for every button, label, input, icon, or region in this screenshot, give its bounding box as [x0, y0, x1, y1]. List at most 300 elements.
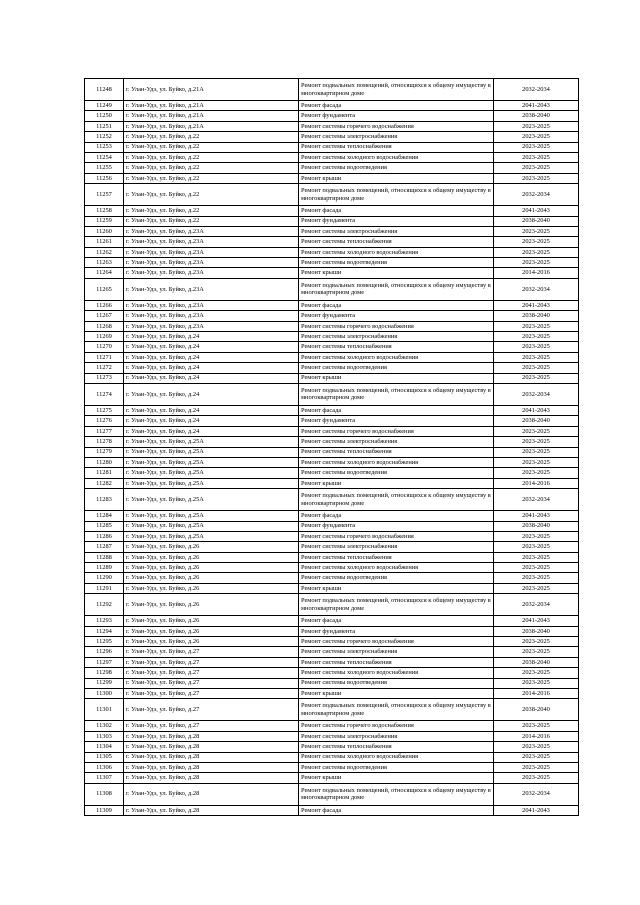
row-number: 11282 — [85, 478, 124, 488]
address-cell: г. Улан-Удэ, ул. Буйко, д.27 — [124, 678, 299, 688]
work-type-cell: Ремонт подвальных помещений, относящихся к общему имуществу в многоквартирном доме — [299, 489, 494, 511]
work-type-cell: Ремонт подвальных помещений, относящихся к общему имуществу в многоквартирном доме — [299, 699, 494, 721]
row-number: 11262 — [85, 247, 124, 257]
table-row — [85, 762, 579, 772]
period-cell: 2023-2025 — [494, 121, 579, 131]
table-row — [85, 163, 579, 173]
table-row — [85, 111, 579, 121]
table-row — [85, 626, 579, 636]
address-cell: г. Улан-Удэ, ул. Буйко, д.25А — [124, 447, 299, 457]
address-cell: г. Улан-Удэ, ул. Буйко, д.24 — [124, 426, 299, 436]
table-row — [85, 594, 579, 616]
address-cell: г. Улан-Удэ, ул. Буйко, д.27 — [124, 647, 299, 657]
address-cell: г. Улан-Удэ, ул. Буйко, д.24 — [124, 363, 299, 373]
work-type-cell: Ремонт системы электроснабжения — [299, 132, 494, 142]
period-cell: 2014-2016 — [494, 731, 579, 741]
row-number: 11267 — [85, 311, 124, 321]
row-number: 11302 — [85, 721, 124, 731]
address-cell: г. Улан-Удэ, ул. Буйко, д.27 — [124, 668, 299, 678]
row-number: 11258 — [85, 206, 124, 216]
address-cell: г. Улан-Удэ, ул. Буйко, д.28 — [124, 762, 299, 772]
table-row — [85, 668, 579, 678]
row-number: 11298 — [85, 668, 124, 678]
period-cell: 2023-2025 — [494, 342, 579, 352]
table-row — [85, 363, 579, 373]
work-type-cell: Ремонт системы холодного водоснабжения — [299, 457, 494, 467]
row-number: 11289 — [85, 563, 124, 573]
period-cell: 2032-2034 — [494, 383, 579, 405]
period-cell: 2038-2040 — [494, 216, 579, 226]
work-type-cell: Ремонт крыши — [299, 373, 494, 383]
address-cell: г. Улан-Удэ, ул. Буйко, д.25А — [124, 511, 299, 521]
address-cell: г. Улан-Удэ, ул. Буйко, д.25А — [124, 531, 299, 541]
row-number: 11266 — [85, 300, 124, 310]
row-number: 11248 — [85, 79, 124, 101]
address-cell: г. Улан-Удэ, ул. Буйко, д.24 — [124, 405, 299, 415]
work-type-cell: Ремонт системы теплоснабжения — [299, 142, 494, 152]
work-type-cell: Ремонт системы горячего водоснабжения — [299, 637, 494, 647]
work-type-cell: Ремонт фундамента — [299, 111, 494, 121]
work-type-cell: Ремонт подвальных помещений, относящихся к общему имуществу в многоквартирном доме — [299, 79, 494, 101]
row-number: 11285 — [85, 521, 124, 531]
table-row — [85, 332, 579, 342]
address-cell: г. Улан-Удэ, ул. Буйко, д.25А — [124, 457, 299, 467]
row-number: 11283 — [85, 489, 124, 511]
period-cell: 2032-2034 — [494, 79, 579, 101]
table-row — [85, 783, 579, 805]
row-number: 11274 — [85, 383, 124, 405]
row-number: 11281 — [85, 468, 124, 478]
table-row — [85, 237, 579, 247]
address-cell: г. Улан-Удэ, ул. Буйко, д.26 — [124, 542, 299, 552]
table-row — [85, 405, 579, 415]
address-cell: г. Улан-Удэ, ул. Буйко, д.22 — [124, 184, 299, 206]
row-number: 11276 — [85, 416, 124, 426]
period-cell: 2041-2043 — [494, 616, 579, 626]
period-cell: 2038-2040 — [494, 699, 579, 721]
row-number: 11255 — [85, 163, 124, 173]
period-cell: 2023-2025 — [494, 647, 579, 657]
row-number: 11301 — [85, 699, 124, 721]
table-row — [85, 731, 579, 741]
row-number: 11300 — [85, 688, 124, 698]
row-number: 11271 — [85, 352, 124, 362]
period-cell: 2023-2025 — [494, 573, 579, 583]
row-number: 11294 — [85, 626, 124, 636]
work-type-cell: Ремонт крыши — [299, 268, 494, 278]
work-type-cell: Ремонт подвальных помещений, относящихся к общему имуществу в многоквартирном доме — [299, 278, 494, 300]
row-number: 11277 — [85, 426, 124, 436]
address-cell: г. Улан-Удэ, ул. Буйко, д.24 — [124, 352, 299, 362]
period-cell: 2023-2025 — [494, 752, 579, 762]
table-row — [85, 688, 579, 698]
row-number: 11278 — [85, 437, 124, 447]
period-cell: 2041-2043 — [494, 405, 579, 415]
address-cell: г. Улан-Удэ, ул. Буйко, д.21А — [124, 79, 299, 101]
row-number: 11303 — [85, 731, 124, 741]
address-cell: г. Улан-Удэ, ул. Буйко, д.27 — [124, 699, 299, 721]
row-number: 11257 — [85, 184, 124, 206]
work-type-cell: Ремонт подвальных помещений, относящихся к общему имуществу в многоквартирном доме — [299, 594, 494, 616]
period-cell: 2032-2034 — [494, 489, 579, 511]
table-row — [85, 773, 579, 783]
row-number: 11268 — [85, 321, 124, 331]
address-cell: г. Улан-Удэ, ул. Буйко, д.23А — [124, 300, 299, 310]
table-row — [85, 805, 579, 815]
work-type-cell: Ремонт фасада — [299, 101, 494, 111]
work-type-cell: Ремонт системы электроснабжения — [299, 542, 494, 552]
work-type-cell: Ремонт системы теплоснабжения — [299, 342, 494, 352]
address-cell: г. Улан-Удэ, ул. Буйко, д.22 — [124, 152, 299, 162]
address-cell: г. Улан-Удэ, ул. Буйко, д.25А — [124, 478, 299, 488]
address-cell: г. Улан-Удэ, ул. Буйко, д.22 — [124, 173, 299, 183]
address-cell: г. Улан-Удэ, ул. Буйко, д.21А — [124, 121, 299, 131]
address-cell: г. Улан-Удэ, ул. Буйко, д.24 — [124, 332, 299, 342]
period-cell: 2023-2025 — [494, 457, 579, 467]
row-number: 11254 — [85, 152, 124, 162]
address-cell: г. Улан-Удэ, ул. Буйко, д.28 — [124, 773, 299, 783]
address-cell: г. Улан-Удэ, ул. Буйко, д.28 — [124, 805, 299, 815]
period-cell: 2038-2040 — [494, 311, 579, 321]
work-type-cell: Ремонт фундамента — [299, 416, 494, 426]
address-cell: г. Улан-Удэ, ул. Буйко, д.24 — [124, 342, 299, 352]
address-cell: г. Улан-Удэ, ул. Буйко, д.22 — [124, 132, 299, 142]
period-cell: 2023-2025 — [494, 563, 579, 573]
address-cell: г. Улан-Удэ, ул. Буйко, д.24 — [124, 373, 299, 383]
row-number: 11251 — [85, 121, 124, 131]
address-cell: г. Улан-Удэ, ул. Буйко, д.23А — [124, 268, 299, 278]
row-number: 11265 — [85, 278, 124, 300]
table-row — [85, 342, 579, 352]
table-row — [85, 258, 579, 268]
work-type-cell: Ремонт фундамента — [299, 521, 494, 531]
period-cell: 2023-2025 — [494, 721, 579, 731]
address-cell: г. Улан-Удэ, ул. Буйко, д.24 — [124, 416, 299, 426]
address-cell: г. Улан-Удэ, ул. Буйко, д.22 — [124, 206, 299, 216]
row-number: 11287 — [85, 542, 124, 552]
table-row — [85, 542, 579, 552]
address-cell: г. Улан-Удэ, ул. Буйко, д.27 — [124, 721, 299, 731]
address-cell: г. Улан-Удэ, ул. Буйко, д.28 — [124, 742, 299, 752]
address-cell: г. Улан-Удэ, ул. Буйко, д.21А — [124, 101, 299, 111]
address-cell: г. Улан-Удэ, ул. Буйко, д.28 — [124, 783, 299, 805]
address-cell: г. Улан-Удэ, ул. Буйко, д.24 — [124, 383, 299, 405]
address-cell: г. Улан-Удэ, ул. Буйко, д.25А — [124, 521, 299, 531]
address-cell: г. Улан-Удэ, ул. Буйко, д.22 — [124, 163, 299, 173]
row-number: 11292 — [85, 594, 124, 616]
row-number: 11253 — [85, 142, 124, 152]
work-type-cell: Ремонт системы холодного водоснабжения — [299, 752, 494, 762]
period-cell: 2023-2025 — [494, 762, 579, 772]
address-cell: г. Улан-Удэ, ул. Буйко, д.23А — [124, 247, 299, 257]
period-cell: 2023-2025 — [494, 742, 579, 752]
work-type-cell: Ремонт системы водоотведения — [299, 762, 494, 772]
table-row — [85, 352, 579, 362]
period-cell: 2023-2025 — [494, 163, 579, 173]
work-type-cell: Ремонт подвальных помещений, относящихся к общему имуществу в многоквартирном доме — [299, 383, 494, 405]
row-number: 11264 — [85, 268, 124, 278]
address-cell: г. Улан-Удэ, ул. Буйко, д.28 — [124, 731, 299, 741]
table-row — [85, 573, 579, 583]
period-cell: 2023-2025 — [494, 437, 579, 447]
work-type-cell: Ремонт фундамента — [299, 311, 494, 321]
row-number: 11270 — [85, 342, 124, 352]
address-cell: г. Улан-Удэ, ул. Буйко, д.22 — [124, 216, 299, 226]
table-row — [85, 226, 579, 236]
row-number: 11272 — [85, 363, 124, 373]
period-cell: 2023-2025 — [494, 226, 579, 236]
address-cell: г. Улан-Удэ, ул. Буйко, д.26 — [124, 594, 299, 616]
period-cell: 2023-2025 — [494, 531, 579, 541]
work-type-cell: Ремонт системы холодного водоснабжения — [299, 668, 494, 678]
work-type-cell: Ремонт системы водоотведения — [299, 363, 494, 373]
table-row — [85, 521, 579, 531]
table-row — [85, 247, 579, 257]
table-row — [85, 206, 579, 216]
table-row — [85, 173, 579, 183]
work-type-cell: Ремонт системы холодного водоснабжения — [299, 563, 494, 573]
work-type-cell: Ремонт системы холодного водоснабжения — [299, 152, 494, 162]
row-number: 11269 — [85, 332, 124, 342]
table-row — [85, 511, 579, 521]
address-cell: г. Улан-Удэ, ул. Буйко, д.27 — [124, 657, 299, 667]
work-type-cell: Ремонт подвальных помещений, относящихся к общему имуществу в многоквартирном доме — [299, 783, 494, 805]
work-type-cell: Ремонт системы холодного водоснабжения — [299, 247, 494, 257]
row-number: 11284 — [85, 511, 124, 521]
work-type-cell: Ремонт крыши — [299, 688, 494, 698]
table-row — [85, 699, 579, 721]
period-cell: 2023-2025 — [494, 637, 579, 647]
period-cell: 2041-2043 — [494, 300, 579, 310]
period-cell: 2023-2025 — [494, 583, 579, 593]
table-row — [85, 637, 579, 647]
row-number: 11252 — [85, 132, 124, 142]
period-cell: 2038-2040 — [494, 626, 579, 636]
period-cell: 2023-2025 — [494, 363, 579, 373]
table-row — [85, 79, 579, 101]
address-cell: г. Улан-Удэ, ул. Буйко, д.26 — [124, 626, 299, 636]
address-cell: г. Улан-Удэ, ул. Буйко, д.23А — [124, 278, 299, 300]
work-type-cell: Ремонт подвальных помещений, относящихся к общему имуществу в многоквартирном доме — [299, 184, 494, 206]
row-number: 11307 — [85, 773, 124, 783]
row-number: 11308 — [85, 783, 124, 805]
period-cell: 2038-2040 — [494, 521, 579, 531]
work-type-cell: Ремонт системы горячего водоснабжения — [299, 426, 494, 436]
work-type-cell: Ремонт крыши — [299, 478, 494, 488]
period-cell: 2041-2043 — [494, 805, 579, 815]
row-number: 11261 — [85, 237, 124, 247]
table-row — [85, 373, 579, 383]
table-row — [85, 101, 579, 111]
work-type-cell: Ремонт системы электроснабжения — [299, 731, 494, 741]
table-row — [85, 552, 579, 562]
row-number: 11306 — [85, 762, 124, 772]
table-row — [85, 752, 579, 762]
table-row — [85, 583, 579, 593]
address-cell: г. Улан-Удэ, ул. Буйко, д.26 — [124, 552, 299, 562]
address-cell: г. Улан-Удэ, ул. Буйко, д.25А — [124, 468, 299, 478]
work-type-cell: Ремонт фасада — [299, 616, 494, 626]
period-cell: 2023-2025 — [494, 132, 579, 142]
period-cell: 2038-2040 — [494, 657, 579, 667]
work-type-cell: Ремонт фасада — [299, 511, 494, 521]
table-row — [85, 121, 579, 131]
address-cell: г. Улан-Удэ, ул. Буйко, д.26 — [124, 616, 299, 626]
period-cell: 2023-2025 — [494, 352, 579, 362]
row-number: 11295 — [85, 637, 124, 647]
period-cell: 2023-2025 — [494, 237, 579, 247]
row-number: 11297 — [85, 657, 124, 667]
row-number: 11250 — [85, 111, 124, 121]
address-cell: г. Улан-Удэ, ул. Буйко, д.27 — [124, 688, 299, 698]
row-number: 11291 — [85, 583, 124, 593]
period-cell: 2023-2025 — [494, 332, 579, 342]
row-number: 11256 — [85, 173, 124, 183]
table-row — [85, 447, 579, 457]
work-type-cell: Ремонт системы горячего водоснабжения — [299, 721, 494, 731]
table-row — [85, 468, 579, 478]
period-cell: 2023-2025 — [494, 426, 579, 436]
row-number: 11309 — [85, 805, 124, 815]
address-cell: г. Улан-Удэ, ул. Буйко, д.26 — [124, 583, 299, 593]
work-type-cell: Ремонт системы горячего водоснабжения — [299, 531, 494, 541]
period-cell: 2032-2034 — [494, 594, 579, 616]
address-cell: г. Улан-Удэ, ул. Буйко, д.23А — [124, 321, 299, 331]
period-cell: 2014-2016 — [494, 268, 579, 278]
work-type-cell: Ремонт системы теплоснабжения — [299, 447, 494, 457]
table-row — [85, 142, 579, 152]
table-row — [85, 426, 579, 436]
period-cell: 2023-2025 — [494, 542, 579, 552]
table-row — [85, 416, 579, 426]
period-cell: 2041-2043 — [494, 206, 579, 216]
period-cell: 2032-2034 — [494, 783, 579, 805]
work-type-cell: Ремонт системы водоотведения — [299, 573, 494, 583]
row-number: 11263 — [85, 258, 124, 268]
row-number: 11279 — [85, 447, 124, 457]
row-number: 11293 — [85, 616, 124, 626]
period-cell: 2023-2025 — [494, 668, 579, 678]
address-cell: г. Улан-Удэ, ул. Буйко, д.23А — [124, 311, 299, 321]
table-row — [85, 647, 579, 657]
work-type-cell: Ремонт системы теплоснабжения — [299, 742, 494, 752]
work-type-cell: Ремонт системы водоотведения — [299, 678, 494, 688]
table-row — [85, 489, 579, 511]
address-cell: г. Улан-Удэ, ул. Буйко, д.26 — [124, 563, 299, 573]
table-row — [85, 721, 579, 731]
table-row — [85, 657, 579, 667]
table-row — [85, 184, 579, 206]
address-cell: г. Улан-Удэ, ул. Буйко, д.28 — [124, 752, 299, 762]
row-number: 11304 — [85, 742, 124, 752]
work-type-cell: Ремонт системы теплоснабжения — [299, 657, 494, 667]
table-row — [85, 278, 579, 300]
row-number: 11259 — [85, 216, 124, 226]
address-cell: г. Улан-Удэ, ул. Буйко, д.26 — [124, 637, 299, 647]
period-cell: 2023-2025 — [494, 258, 579, 268]
address-cell: г. Улан-Удэ, ул. Буйко, д.22 — [124, 142, 299, 152]
period-cell: 2032-2034 — [494, 278, 579, 300]
period-cell: 2023-2025 — [494, 321, 579, 331]
row-number: 11273 — [85, 373, 124, 383]
period-cell: 2023-2025 — [494, 468, 579, 478]
work-type-cell: Ремонт системы теплоснабжения — [299, 552, 494, 562]
period-cell: 2014-2016 — [494, 688, 579, 698]
work-type-cell: Ремонт крыши — [299, 173, 494, 183]
row-number: 11299 — [85, 678, 124, 688]
period-cell: 2023-2025 — [494, 773, 579, 783]
work-type-cell: Ремонт системы горячего водоснабжения — [299, 121, 494, 131]
table-body — [85, 79, 579, 816]
table-row — [85, 152, 579, 162]
period-cell: 2023-2025 — [494, 373, 579, 383]
work-type-cell: Ремонт системы электроснабжения — [299, 332, 494, 342]
work-type-cell: Ремонт системы электроснабжения — [299, 437, 494, 447]
table-row — [85, 678, 579, 688]
table-row — [85, 300, 579, 310]
work-type-cell: Ремонт системы холодного водоснабжения — [299, 352, 494, 362]
table-row — [85, 216, 579, 226]
period-cell: 2023-2025 — [494, 552, 579, 562]
table-row — [85, 311, 579, 321]
period-cell: 2023-2025 — [494, 678, 579, 688]
work-type-cell: Ремонт системы горячего водоснабжения — [299, 321, 494, 331]
period-cell: 2023-2025 — [494, 142, 579, 152]
period-cell: 2023-2025 — [494, 447, 579, 457]
table-row — [85, 437, 579, 447]
work-type-cell: Ремонт системы теплоснабжения — [299, 237, 494, 247]
address-cell: г. Улан-Удэ, ул. Буйко, д.25А — [124, 437, 299, 447]
work-type-cell: Ремонт системы электроснабжения — [299, 226, 494, 236]
table-row — [85, 457, 579, 467]
row-number: 11286 — [85, 531, 124, 541]
period-cell: 2023-2025 — [494, 152, 579, 162]
table-row — [85, 616, 579, 626]
row-number: 11249 — [85, 101, 124, 111]
row-number: 11260 — [85, 226, 124, 236]
period-cell: 2038-2040 — [494, 111, 579, 121]
work-type-cell: Ремонт фундамента — [299, 626, 494, 636]
row-number: 11275 — [85, 405, 124, 415]
work-type-cell: Ремонт фасада — [299, 300, 494, 310]
period-cell: 2023-2025 — [494, 247, 579, 257]
address-cell: г. Улан-Удэ, ул. Буйко, д.26 — [124, 573, 299, 583]
table-row — [85, 321, 579, 331]
address-cell: г. Улан-Удэ, ул. Буйко, д.23А — [124, 237, 299, 247]
work-type-cell: Ремонт крыши — [299, 773, 494, 783]
period-cell: 2032-2034 — [494, 184, 579, 206]
repair-schedule-table — [84, 78, 579, 816]
work-type-cell: Ремонт фасада — [299, 206, 494, 216]
period-cell: 2038-2040 — [494, 416, 579, 426]
period-cell: 2041-2043 — [494, 511, 579, 521]
row-number: 11290 — [85, 573, 124, 583]
period-cell: 2014-2016 — [494, 478, 579, 488]
row-number: 11296 — [85, 647, 124, 657]
table-row — [85, 268, 579, 278]
work-type-cell: Ремонт фасада — [299, 805, 494, 815]
work-type-cell: Ремонт фундамента — [299, 216, 494, 226]
work-type-cell: Ремонт системы водоотведения — [299, 163, 494, 173]
table-row — [85, 742, 579, 752]
period-cell: 2023-2025 — [494, 173, 579, 183]
period-cell: 2041-2043 — [494, 101, 579, 111]
address-cell: г. Улан-Удэ, ул. Буйко, д.23А — [124, 226, 299, 236]
address-cell: г. Улан-Удэ, ул. Буйко, д.25А — [124, 489, 299, 511]
row-number: 11288 — [85, 552, 124, 562]
work-type-cell: Ремонт системы водоотведения — [299, 258, 494, 268]
work-type-cell: Ремонт системы электроснабжения — [299, 647, 494, 657]
